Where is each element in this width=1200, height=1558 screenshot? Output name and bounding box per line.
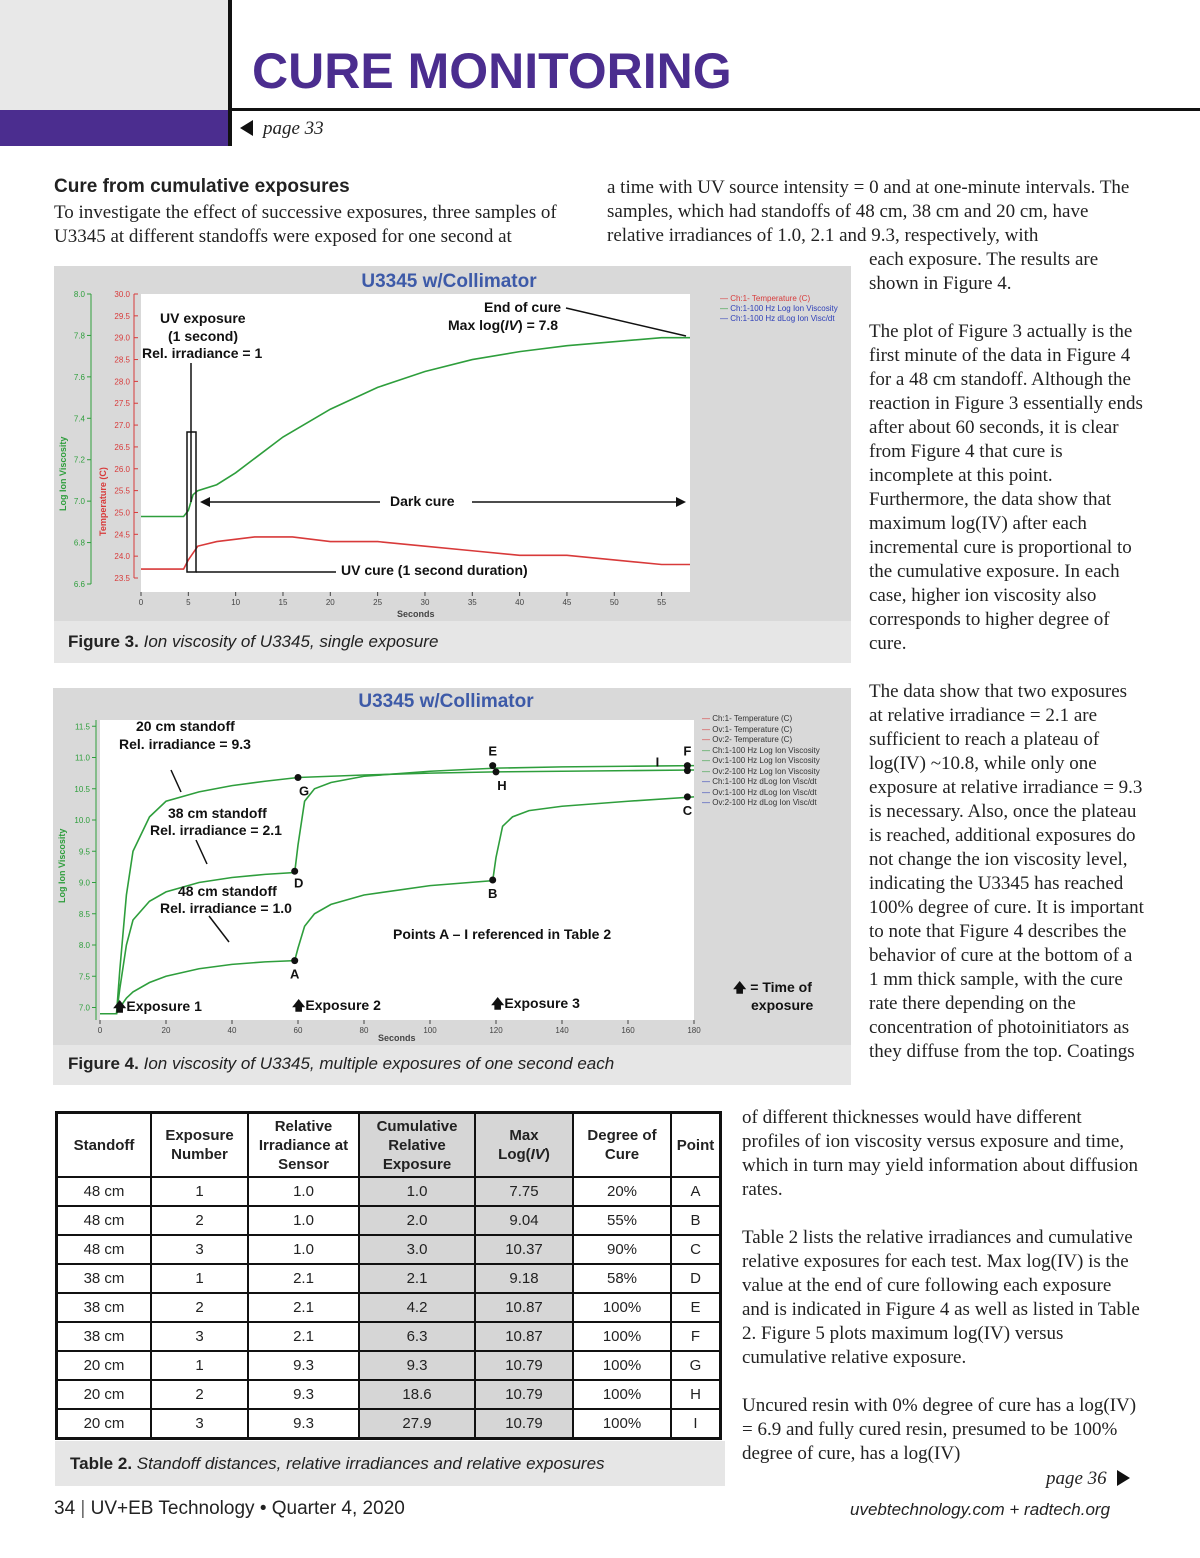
table-cell: 7.75	[475, 1177, 573, 1206]
annotation-48cm: 48 cm standoff	[178, 883, 277, 899]
col2-top-paragraph: a time with UV source intensity = 0 and at one-minute intervals. The samples, which had standoffs of 48 cm, 38 cm and 20 cm, have relative irradiances of 1.0, 2.1 and 9.3, respectively, with	[607, 177, 1130, 246]
table-cell: 9.3	[248, 1409, 359, 1439]
table-cell: I	[671, 1409, 721, 1439]
col-header: Cumulative Relative Exposure	[359, 1113, 475, 1178]
x-tick-label: 80	[359, 1026, 369, 1035]
table-cell: 10.79	[475, 1351, 573, 1380]
annotation-20cm: 20 cm standoff	[136, 718, 235, 734]
figure-4	[53, 688, 851, 1085]
table-cell: 9.3	[248, 1351, 359, 1380]
table-cell: 2	[151, 1293, 248, 1322]
table-cell: 6.3	[359, 1322, 475, 1351]
legend-item: — Ov:2-100 Hz dLog Ion Visc/dt	[702, 798, 817, 807]
table-cell: 10.79	[475, 1380, 573, 1409]
table-cell: 100%	[573, 1322, 671, 1351]
table-cell: 55%	[573, 1206, 671, 1235]
x-tick-label: 40	[515, 598, 525, 607]
figure-3-caption: Figure 3. Ion viscosity of U3345, single exposure	[68, 632, 439, 651]
table-cell: 38 cm	[57, 1264, 152, 1293]
footer-separator: |	[80, 1498, 86, 1519]
x-tick-label: 120	[489, 1026, 503, 1035]
annotation-exposure-1: 🡅Exposure 1	[113, 998, 202, 1014]
table-cell: 48 cm	[57, 1177, 152, 1206]
table-cell: 20 cm	[57, 1409, 152, 1439]
annotation-max-log: Max log(IV) = 7.8	[448, 317, 559, 333]
legend-item: — Ch:1-100 Hz dLog Ion Visc/dt	[720, 314, 835, 323]
figure-4-ylabel: Log Ion Viscosity	[57, 828, 67, 903]
legend-item: — Ov:1-100 Hz Log Ion Viscosity	[702, 756, 820, 765]
table-cell: 2.1	[248, 1322, 359, 1351]
table-cell: 100%	[573, 1293, 671, 1322]
figure-3-ylabel: Log Ion Viscosity	[58, 436, 68, 511]
col3-text	[742, 1106, 1142, 1466]
table-cell: 100%	[573, 1380, 671, 1409]
x-tick-label: 50	[609, 598, 619, 607]
y-tick-label: 11.5	[75, 722, 90, 732]
legend-item: — Ov:1-100 Hz dLog Ion Visc/dt	[702, 787, 817, 797]
paragraph: Uncured resin with 0% degree of cure has a log(IV) = 6.9 and fully cured resin, presumed to be 100% degree of cure, has a log(IV)	[742, 1395, 1137, 1464]
y-tick-label: 7.5	[78, 972, 90, 982]
y2-tick-label: 30.0	[114, 290, 130, 299]
table-row	[57, 1235, 721, 1264]
y-tick-label: 11.0	[75, 753, 90, 763]
x-tick-label: 20	[325, 598, 335, 607]
y-tick-label: 9.5	[78, 847, 90, 857]
table-cell: 10.87	[475, 1322, 573, 1351]
col-header: Relative Irradiance at Sensor	[248, 1113, 359, 1178]
y-tick-label: 7.6	[73, 372, 85, 382]
y2-tick-label: 27.0	[114, 421, 130, 431]
annotation-exposure-word: exposure	[751, 997, 814, 1013]
annotation-arrow	[209, 916, 229, 942]
x-tick-label: 30	[420, 598, 430, 607]
arrow-left-icon	[240, 120, 253, 136]
y-tick-label: 8.5	[78, 909, 90, 919]
x-tick-label: 60	[293, 1026, 303, 1035]
y-tick-label: 7.2	[73, 455, 85, 465]
table-cell: 58%	[573, 1264, 671, 1293]
table-2-caption: Table 2. Standoff distances, relative irradiances and relative exposures	[70, 1454, 605, 1473]
table-cell: G	[671, 1351, 721, 1380]
footer-website[interactable]: uvebtechnology.com + radtech.org	[850, 1500, 1111, 1519]
table-row	[57, 1293, 721, 1322]
x-tick-label: 180	[687, 1026, 701, 1035]
prev-page-link[interactable]	[240, 118, 324, 140]
annotation-48cm-irr: Rel. irradiance = 1.0	[160, 900, 292, 916]
figure-4-xlabel: Seconds	[378, 1033, 416, 1043]
y-tick-label: 8.0	[78, 941, 90, 950]
table-cell: 9.04	[475, 1206, 573, 1235]
x-tick-label: 45	[562, 598, 572, 607]
legend-item: — Ch:1-100 Hz dLog Ion Visc/dt	[702, 777, 817, 786]
table-cell: 10.79	[475, 1409, 573, 1439]
paragraph: The plot of Figure 3 actually is the first minute of the data in Figure 4 for a 48 cm standoff. Although the reaction in Figure 3 essentially ends after about 60 seconds, it is clear from Figure 4 that cure is incomplete at this point. Furthermore, the data show that maximum log(IV) after each incremental cure is proportional to the cumulative exposure. In each case, higher ion viscosity also corresponds to higher degree of cure.	[869, 321, 1143, 654]
x-tick-label: 35	[467, 598, 477, 607]
table-cell: H	[671, 1380, 721, 1409]
table-cell: 27.9	[359, 1409, 475, 1439]
annotation-time-of: 🡅 = Time of	[733, 979, 812, 995]
table-cell: 100%	[573, 1409, 671, 1439]
point-label: C	[682, 802, 693, 818]
x-tick-label: 160	[621, 1026, 635, 1035]
y-tick-label: 7.0	[73, 497, 85, 507]
point-label: H	[497, 777, 507, 793]
figure-4-chart-title: U3345 w/Collimator	[358, 691, 534, 712]
annotation-points-ref: Points A – I referenced in Table 2	[393, 926, 612, 942]
table-cell: 20%	[573, 1177, 671, 1206]
page-title: CURE MONITORING	[252, 43, 732, 99]
x-tick-label: 25	[373, 598, 383, 607]
table-cell: 1.0	[248, 1177, 359, 1206]
annotation-38cm: 38 cm standoff	[168, 805, 267, 821]
y2-tick-label: 23.5	[114, 574, 130, 583]
data-point-h	[493, 768, 500, 775]
table-cell: B	[671, 1206, 721, 1235]
arrow-right-icon	[1117, 1470, 1130, 1486]
annotation-exposure-3: 🡅Exposure 3	[491, 995, 580, 1011]
table-row	[57, 1351, 721, 1380]
x-tick-label: 15	[278, 598, 288, 607]
table-cell: 1	[151, 1177, 248, 1206]
point-label: E	[488, 743, 498, 759]
table-cell: 10.87	[475, 1293, 573, 1322]
table-cell: D	[671, 1264, 721, 1293]
point-label: G	[298, 783, 310, 799]
table-2	[55, 1111, 722, 1440]
y-tick-label: 6.8	[73, 538, 85, 548]
legend-item: — Ch:1- Temperature (C)	[720, 294, 811, 303]
data-point-c	[684, 793, 691, 800]
publication-name: UV+EB Technology • Quarter 4, 2020	[90, 1498, 405, 1519]
table-cell: 48 cm	[57, 1235, 152, 1264]
y-tick-label: 9.0	[78, 878, 90, 888]
page-number: 34	[54, 1498, 76, 1519]
table-row	[57, 1322, 721, 1351]
table-cell: 3	[151, 1235, 248, 1264]
figure-3-chart-title: U3345 w/Collimator	[361, 271, 537, 292]
x-tick-label: 0	[97, 1026, 103, 1035]
table-cell: C	[671, 1235, 721, 1264]
legend-item: — Ov:2- Temperature (C)	[702, 735, 793, 744]
dark-cure-arrowhead-right	[676, 497, 686, 507]
y-tick-label: 7.8	[73, 331, 85, 341]
table-cell: F	[671, 1322, 721, 1351]
next-page-label: page 36	[1046, 1468, 1107, 1489]
data-point-b	[489, 877, 496, 884]
annotation-one-second: (1 second)	[168, 328, 239, 344]
paragraph: The data show that two exposures at relative irradiance = 2.1 are sufficient to reach a plateau of log(IV) ~10.8, while only one exposure at relative irradiance = 9.3 is necessary. Also, once the plateau is reached, additional exposures do not change the ion viscosity level, indicating the U3345 has reached 100% degree of cure. It is important to note that Figure 4 describes the behavior of cure at the bottom of a 1 mm thick sample, with the cure rate there depending on the concentration of photoinitiators as they diffuse from the top. Coatings	[869, 681, 1144, 1062]
annotation-dark-cure: Dark cure	[390, 493, 455, 509]
table-cell: 20 cm	[57, 1380, 152, 1409]
y-tick-label: 10.5	[74, 784, 90, 794]
point-label: F	[683, 743, 692, 759]
header-grey-block	[0, 0, 228, 110]
x-tick-label: 55	[657, 598, 667, 607]
table-cell: 1.0	[248, 1206, 359, 1235]
dark-cure-arrowhead-left	[200, 497, 210, 507]
table-cell: 4.2	[359, 1293, 475, 1322]
x-tick-label: 140	[555, 1026, 569, 1035]
figure-4-caption: Figure 4. Ion viscosity of U3345, multiple exposures of one second each	[68, 1054, 615, 1073]
paragraph: each exposure. The results are shown in Figure 4.	[869, 249, 1099, 294]
table-cell: 9.3	[359, 1351, 475, 1380]
table-cell: 2.1	[359, 1264, 475, 1293]
x-tick-label: 10	[231, 598, 241, 607]
y2-tick-label: 25.0	[114, 508, 130, 518]
legend-item: — Ch:1-100 Hz Log Ion Viscosity	[720, 304, 838, 313]
data-point-i	[684, 767, 691, 774]
col-header: Degree of Cure	[573, 1113, 671, 1178]
table-row	[57, 1206, 721, 1235]
col2-text	[869, 248, 1144, 1064]
y2-tick-label: 26.5	[114, 442, 130, 452]
intro-paragraph: To investigate the effect of successive exposures, three samples of U3345 at different standoffs were exposed for one second at	[54, 202, 557, 247]
table-cell: E	[671, 1293, 721, 1322]
table-cell: 10.37	[475, 1235, 573, 1264]
table-cell: 1.0	[248, 1235, 359, 1264]
data-point-a	[291, 957, 298, 964]
data-point-d	[291, 868, 298, 875]
y2-tick-label: 28.5	[114, 355, 130, 365]
table-cell: 20 cm	[57, 1351, 152, 1380]
x-tick-label: 100	[423, 1026, 437, 1035]
y2-tick-label: 24.0	[114, 552, 130, 562]
table-cell: 3.0	[359, 1235, 475, 1264]
legend-item: — Ov:2-100 Hz Log Ion Viscosity	[702, 766, 820, 776]
table-cell: 2.1	[248, 1293, 359, 1322]
y-tick-label: 10.0	[74, 816, 90, 825]
table-cell: 48 cm	[57, 1206, 152, 1235]
annotation-uv-exposure: UV exposure	[160, 310, 246, 326]
header-purple-bar	[0, 110, 228, 146]
table-cell: 18.6	[359, 1380, 475, 1409]
next-page-link[interactable]	[1046, 1468, 1130, 1490]
table-cell: 90%	[573, 1235, 671, 1264]
header-rule	[228, 108, 1200, 111]
series-line-viscosity	[141, 338, 690, 517]
data-point-g	[295, 774, 302, 781]
table-cell: 1.0	[359, 1177, 475, 1206]
table-cell: 2.1	[248, 1264, 359, 1293]
y2-tick-label: 27.5	[114, 399, 130, 409]
col-header: Exposure Number	[151, 1113, 248, 1178]
table-row	[57, 1177, 721, 1206]
y2-tick-label: 26.0	[114, 464, 130, 474]
legend-item: — Ch:1-100 Hz Log Ion Viscosity	[702, 745, 820, 755]
point-label: D	[294, 875, 304, 891]
table-cell: 3	[151, 1409, 248, 1439]
col-header: Point	[671, 1113, 721, 1178]
y-tick-label: 7.0	[78, 1003, 90, 1013]
table-cell: 2	[151, 1206, 248, 1235]
header-divider	[228, 0, 232, 146]
annotation-arrow	[171, 770, 181, 792]
table-cell: 1	[151, 1264, 248, 1293]
table-cell: 100%	[573, 1351, 671, 1380]
point-label: B	[488, 886, 498, 901]
col-header: Standoff	[57, 1113, 152, 1178]
y2-tick-label: 28.0	[114, 377, 130, 387]
footer-left	[54, 1498, 405, 1520]
table-row	[57, 1264, 721, 1293]
annotation-38cm-irr: Rel. irradiance = 2.1	[150, 822, 282, 838]
point-label: I	[655, 754, 660, 770]
legend-item: — Ch:1- Temperature (C)	[702, 714, 793, 723]
table-row	[57, 1409, 721, 1439]
legend-item: — Ov:1- Temperature (C)	[702, 724, 793, 734]
figure-3-xlabel: Seconds	[397, 609, 435, 619]
prev-page-label: page 33	[263, 118, 324, 139]
annotation-arrow	[196, 840, 207, 864]
annotation-20cm-irr: Rel. irradiance = 9.3	[119, 736, 251, 752]
annotation-uv-cure: UV cure (1 second duration)	[341, 562, 528, 578]
point-label: A	[290, 966, 300, 982]
table-cell: 2.0	[359, 1206, 475, 1235]
table-cell: 9.18	[475, 1264, 573, 1293]
x-tick-label: 0	[138, 598, 144, 607]
table-cell: 1	[151, 1351, 248, 1380]
col-header: Max Log(IV)	[475, 1113, 573, 1178]
table-cell: 9.3	[248, 1380, 359, 1409]
section-heading: Cure from cumulative exposures	[54, 176, 350, 197]
paragraph: Table 2 lists the relative irradiances and cumulative relative exposures for each test. Max log(IV) is the value at the end of cure following each exposure and is indicated in Figure 4 as well as listed in Table 2. Figure 5 plots maximum log(IV) versus cumulative relative exposure.	[742, 1227, 1140, 1368]
y-tick-label: 6.6	[73, 580, 85, 589]
figure-3	[54, 266, 851, 663]
annotation-end-of-cure: End of cure	[484, 299, 562, 315]
y2-tick-label: 24.5	[114, 530, 130, 540]
y-tick-label: 8.0	[73, 290, 85, 299]
x-tick-label: 40	[227, 1026, 237, 1035]
table-cell: A	[671, 1177, 721, 1206]
table-header-row	[57, 1113, 721, 1178]
y-tick-label: 7.4	[73, 414, 85, 424]
table-cell: 3	[151, 1322, 248, 1351]
y2-tick-label: 29.5	[114, 311, 130, 321]
y2-tick-label: 29.0	[114, 333, 130, 343]
table-row	[57, 1380, 721, 1409]
x-tick-label: 20	[161, 1026, 171, 1035]
table-cell: 2	[151, 1380, 248, 1409]
figure-3-ylabel2: Temperature (C)	[98, 467, 108, 536]
data-point-e	[489, 762, 496, 769]
end-of-cure-pointer	[566, 308, 686, 336]
annotation-exposure-2: 🡅Exposure 2	[292, 997, 381, 1013]
table-cell: 38 cm	[57, 1322, 152, 1351]
paragraph: of different thicknesses would have different profiles of ion viscosity versus exposure and time, which in turn may yield information about diffusion rates.	[742, 1107, 1138, 1200]
x-tick-label: 5	[186, 598, 191, 607]
annotation-rel-irradiance: Rel. irradiance = 1	[142, 345, 263, 361]
table-cell: 38 cm	[57, 1293, 152, 1322]
y2-tick-label: 25.5	[114, 486, 130, 496]
